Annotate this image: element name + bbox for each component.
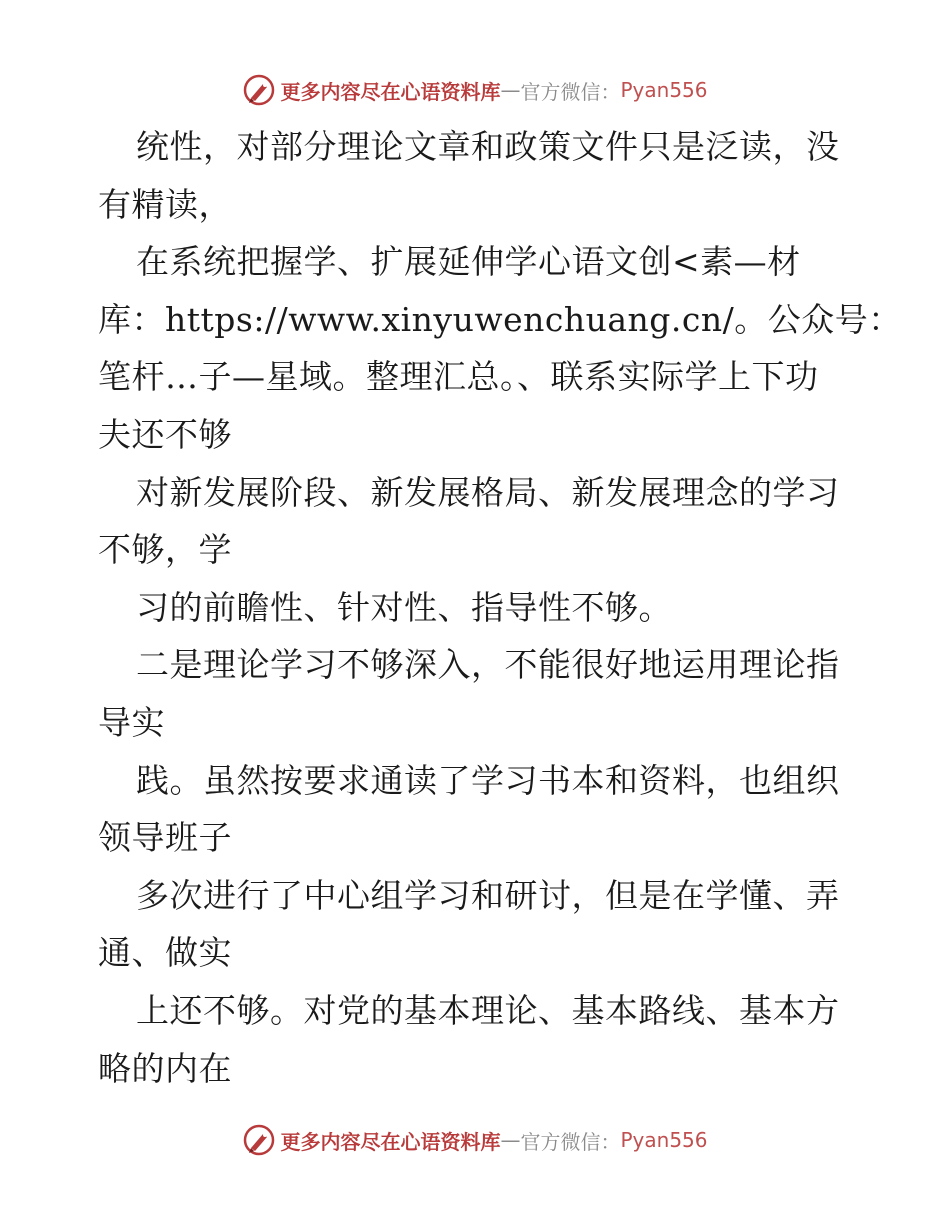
text-line: 多次进行了中心组学习和研讨，但是在学懂、弄 xyxy=(136,875,840,915)
footer-watermark xyxy=(0,1120,950,1160)
text-line: 略的内在 xyxy=(98,1048,232,1088)
header-watermark xyxy=(0,70,950,110)
text-line: 对新发展阶段、新发展格局、新发展理念的学习 xyxy=(136,472,840,512)
text-line: 导实 xyxy=(98,702,165,742)
text-line: 通、做实 xyxy=(98,933,232,973)
text-line: 习的前瞻性、针对性、指导性不够。 xyxy=(136,587,672,627)
watermark-wechat-label: 官方微信： xyxy=(520,1129,621,1154)
document-body xyxy=(98,118,902,1097)
text-line: 统性，对部分理论文章和政策文件只是泛读，没 xyxy=(136,127,840,166)
text-line: 践。虽然按要求通读了学习书本和资料，也组织 xyxy=(136,760,840,800)
pen-logo-icon xyxy=(242,1123,276,1157)
watermark-site-text: 更多内容尽在心语资料库 xyxy=(280,1129,501,1154)
text-line: 有精读， xyxy=(98,184,232,224)
watermark-dash: — xyxy=(500,1128,521,1152)
watermark-wechat-id: Pyan556 xyxy=(620,1128,708,1152)
text-line: 库：https://www.xinyuwenchuang.cn/。公众号： xyxy=(98,299,902,339)
text-line: 领导班子 xyxy=(98,818,232,858)
text-line: 夫还不够 xyxy=(98,414,232,454)
text-line: 上还不够。对党的基本理论、基本路线、基本方 xyxy=(136,990,840,1030)
watermark-wechat-label: 官方微信： xyxy=(520,79,621,104)
text-line: 在系统把握学、扩展延伸学心语文创<素—材 xyxy=(136,242,801,282)
watermark-dash: — xyxy=(500,78,521,102)
text-line: 二是理论学习不够深入，不能很好地运用理论指 xyxy=(136,645,840,685)
watermark-site-text: 更多内容尽在心语资料库 xyxy=(280,79,501,104)
text-line: 笔杆…子—星域。整理汇总。、联系实际学上下功 xyxy=(98,357,819,397)
watermark-wechat-id: Pyan556 xyxy=(620,78,708,102)
text-line: 不够，学 xyxy=(98,530,232,570)
pen-logo-icon xyxy=(242,73,276,107)
